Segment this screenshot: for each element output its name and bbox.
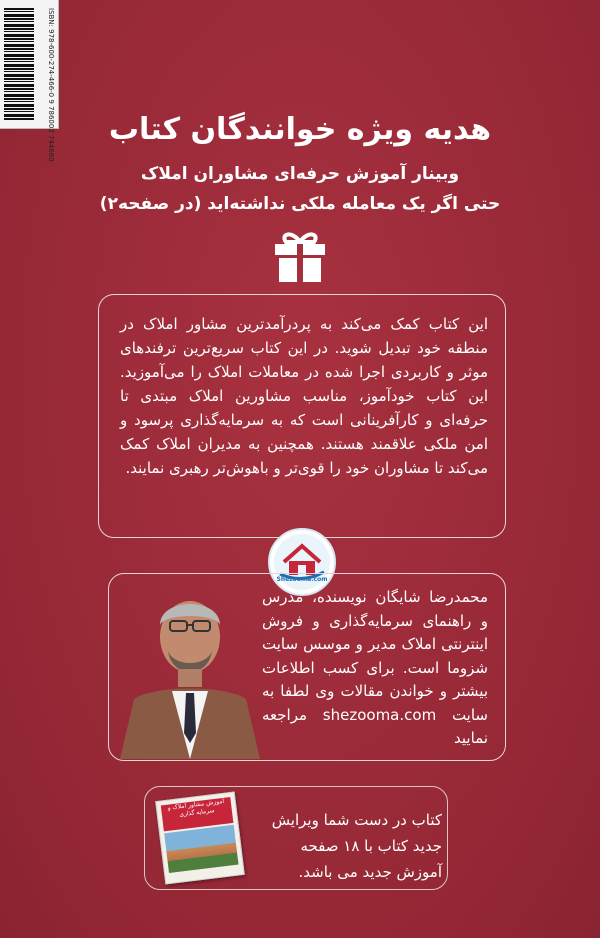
author-photo: [110, 583, 260, 759]
author-bio: محمدرضا شایگان نویسنده، مدرس و راهنمای سرمایه‌گذاری و فروش اینترنتی املاک مدیر و موسس سایت شزوما است. برای کسب اطلاعات بیشتر و خواندن مقالات وی لطفا به سایت shezooma.com مراجعه نمایید: [262, 588, 488, 747]
gift-icon: [272, 228, 328, 284]
book-cover-thumbnail: [155, 791, 245, 884]
barcode-number: 9 786002 744660: [47, 99, 55, 162]
intro-paragraph: این کتاب کمک می‌کند به پردرآمدترین مشاور املاک در منطقه خود تبدیل شوید. در این کتاب سریع‌ترین ترفندهای موثر و کاربردی اجرا شده در معاملات املاک را می‌آموزید. این کتاب خودآموز، مناسب مشاورین املاک مبتدی تا حرفه‌ای و کارآفرینانی است که به سرمایه‌گذاری پرسود و امن ملکی علاقمند هستند. همچنین به مدیران املاک کمک می‌کند تا مشاوران خود را قوی‌تر و باهوش‌تر رهبری نمایند.: [120, 315, 488, 477]
subtitle-note: حتی اگر یک معامله ملکی نداشته‌اید (در صفحه۲): [99, 194, 501, 214]
book-cover-title: آموزش مشاور املاک و سرمایه گذاری: [161, 797, 234, 831]
page-title: هدیه ویژه خوانندگان کتاب: [108, 112, 492, 147]
isbn-text: [37, 8, 55, 162]
edition-note: کتاب در دست شما ویرایش جدید کتاب با ۱۸ صفحه آموزش جدید می باشد.: [271, 811, 442, 881]
logo-text: Shezooma.com: [276, 576, 328, 583]
barcode-bars: [4, 8, 34, 120]
book-cover-image: [164, 825, 238, 873]
isbn-label: ISBN: 978-600-274-466-0: [47, 8, 55, 98]
subtitle-webinar: وبینار آموزش حرفه‌ای مشاوران املاک: [140, 164, 460, 184]
barcode: [0, 0, 59, 162]
